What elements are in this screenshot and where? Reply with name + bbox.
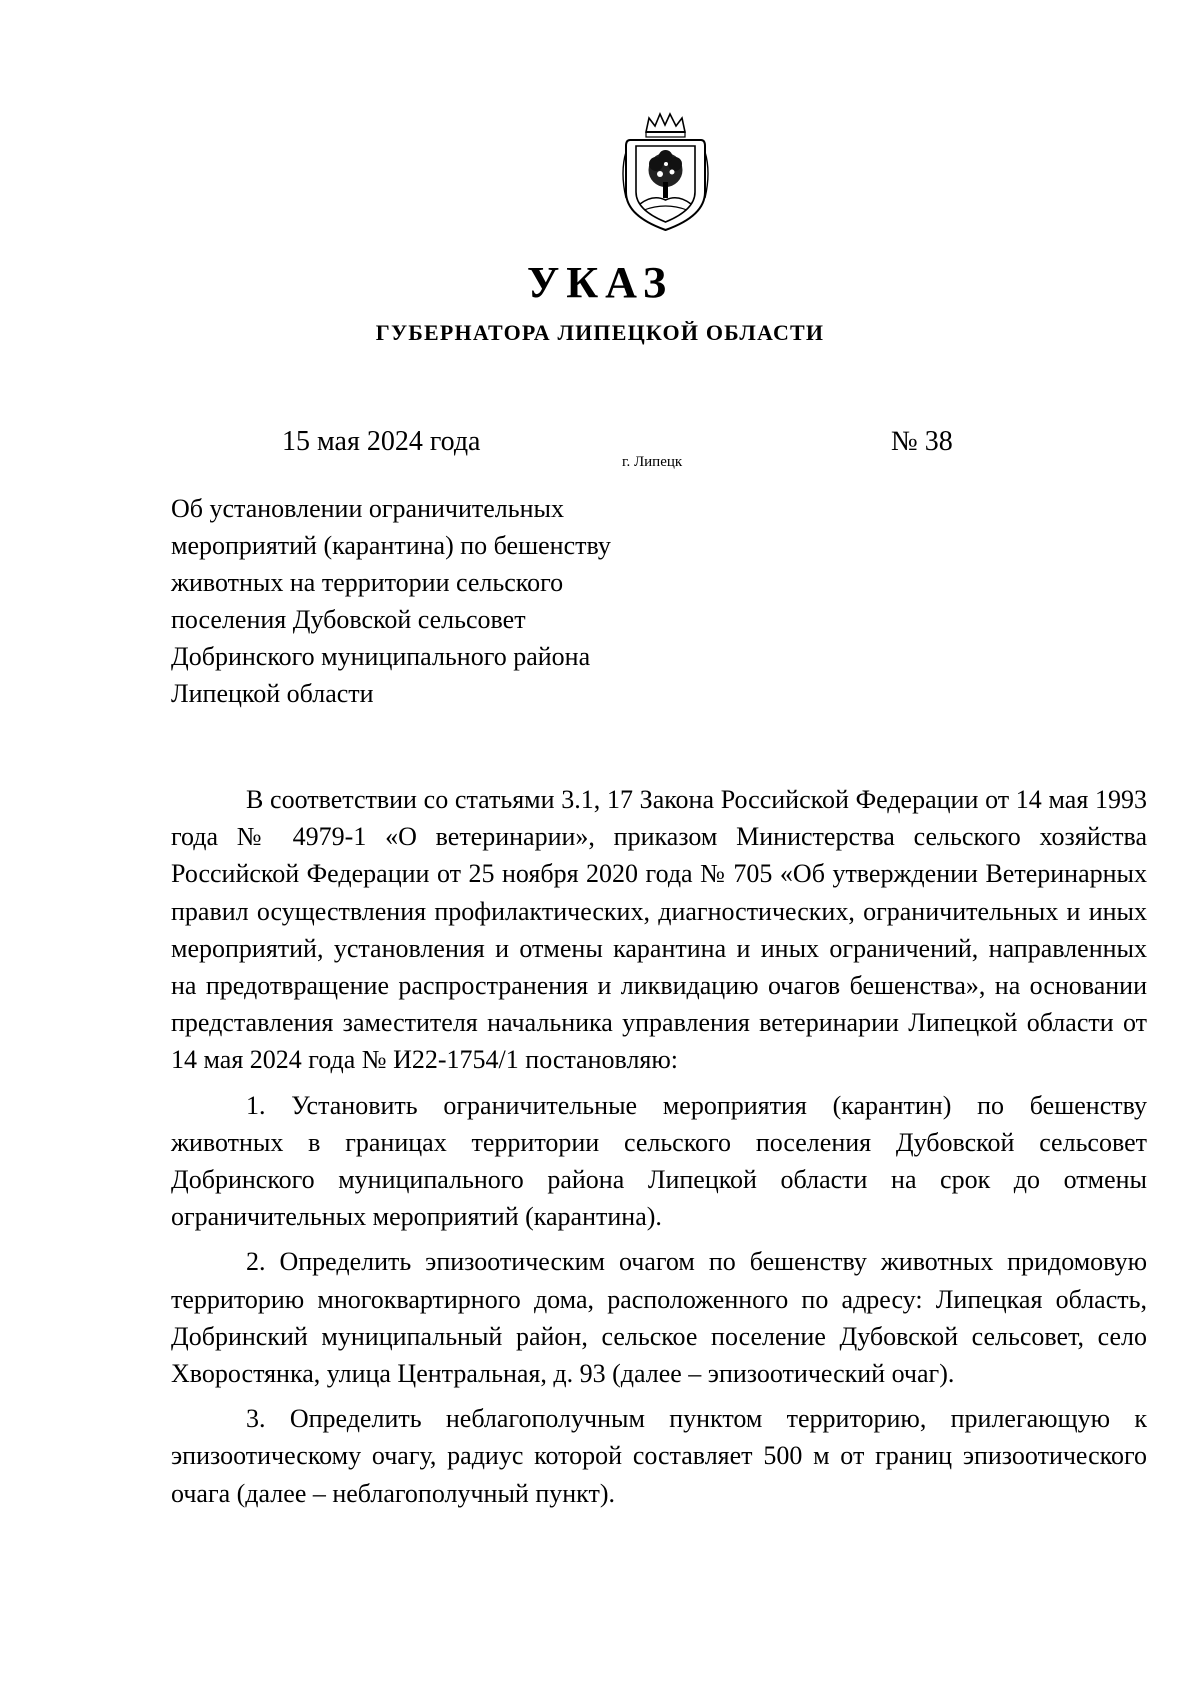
document-date: 15 мая 2024 года bbox=[282, 426, 481, 457]
heading-line: поселения Дубовской сельсовет bbox=[171, 605, 526, 634]
heading-line: Добринского муниципального района bbox=[171, 642, 591, 671]
preamble-paragraph: В соответствии со статьями 3.1, 17 Закона Российской Федерации от 14 мая 1993 года № 4979-1 «О ветеринарии», приказом Министерства сельского хозяйства Российской Федерации от 25 ноября 2020 года № 705 «Об утверждении Ветеринарных правил осуществления профилактических, диагностических, ограничительных и иных мероприятий, установления и отмены карантина и иных ограничений, направленных на предотвращение распространения и ликвидацию очагов бешенства», на основании представления заместителя начальника управления ветеринарии Липецкой области от 14 мая 2024 года № И22-1754/1 постановляю: bbox=[171, 785, 1147, 1075]
clause-paragraph-2: 2. Определить эпизоотическим очагом по бешенству животных придомовую территорию многоквартирного дома, расположенного по адресу: Липецкая область, Добринский муниципальный район, сельское поселение Дубовской сельсовет, село Хворостянка, улица Центральная, д. 93 (далее – эпизоотический очаг). bbox=[171, 1247, 1147, 1389]
clause-paragraph-3: 3. Определить неблагополучным пунктом территорию, прилегающую к эпизоотическому очагу, радиус которой составляет 500 м от границ эпизоотического очага (далее – неблагополучный пункт). bbox=[171, 1404, 1147, 1508]
clause-paragraph-1: 1. Установить ограничительные мероприятия (карантин) по бешенству животных в границах территории сельского поселения Дубовской сельсовет Добринского муниципального района Липецкой области на срок до отмены ограничительных мероприятий (карантина). bbox=[171, 1090, 1147, 1232]
document-title: УКАЗ bbox=[526, 258, 674, 307]
heading-line: мероприятий (карантина) по бешенству bbox=[171, 531, 611, 560]
heading-line: Об установлении ограничительных bbox=[171, 494, 565, 523]
heading-line: животных на территории сельского bbox=[171, 568, 564, 597]
heading-line: Липецкой области bbox=[171, 679, 374, 708]
document-number: № 38 bbox=[891, 426, 953, 457]
lipetsk-coat-of-arms-icon bbox=[618, 112, 713, 234]
document-heading bbox=[171, 490, 731, 712]
document-city: г. Липецк bbox=[622, 454, 683, 470]
document-subtitle: ГУБЕРНАТОРА ЛИПЕЦКОЙ ОБЛАСТИ bbox=[375, 320, 825, 345]
document-body bbox=[171, 781, 1147, 1512]
